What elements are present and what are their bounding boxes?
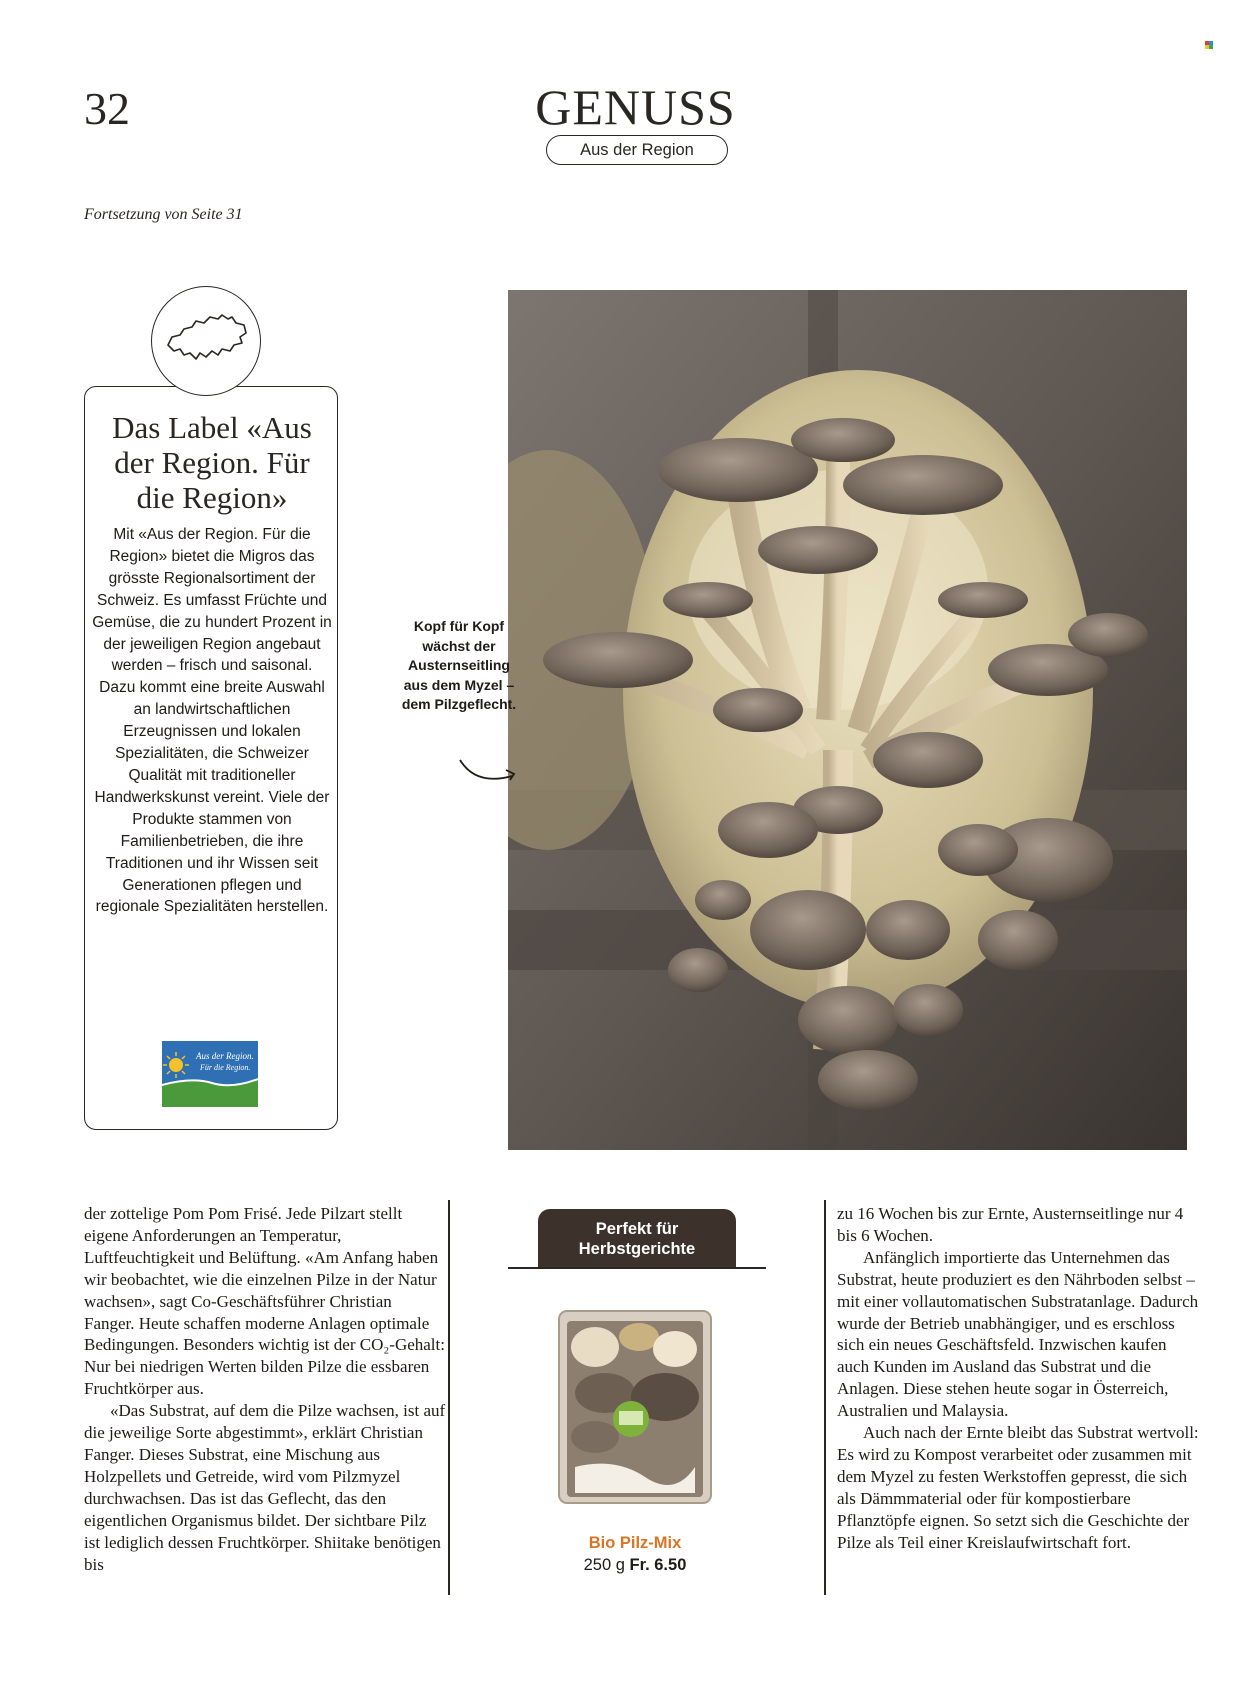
article-paragraph: «Das Substrat, auf dem die Pilze wachsen, ist auf die jeweilige Sorte abgestimmt», erklärt Christian Fanger. Dieses Substrat, eine Mischung aus Holzpellets und Getreide, wird vom Pilzmyzel durchwachsen. Das ist das Geflecht, das den eigentlichen Organismus bildet. Der sichtbare Pilz ist lediglich dessen Fruchtkörper. Shiitake benötigen bis bbox=[84, 1401, 446, 1574]
color-dots-icon bbox=[1205, 34, 1213, 42]
curved-arrow-icon bbox=[456, 756, 526, 796]
promo-tab bbox=[538, 1209, 736, 1267]
article-paragraph: der zottelige Pom Pom Frisé. Jede Pilzart stellt eigene Anforderungen an Temperatur, Luftfeuchtigkeit und Belüftung. «Am Anfang haben wir beobachtet, wie die einzelnen Pilze in der Natur wachsen», sagt Co-Geschäftsführer Christian Fanger. Heute schaffen moderne Anlagen optimale Bedingungen. Besonders wichtig ist der CO₂-Gehalt: Nur bei niedrigen Werten bilden Pilze die essbaren Fruchtkörper aus. bbox=[84, 1204, 445, 1399]
product-name: Bio Pilz-Mix bbox=[588, 1534, 682, 1552]
promo-tab-line2: Herbstgerichte bbox=[578, 1240, 696, 1258]
photo-caption: Kopf für Kopf wächst der Austernseitling aus dem Myzel – dem Pilzgeflecht. bbox=[401, 618, 517, 712]
aus-der-region-logo bbox=[162, 1041, 258, 1107]
section-title: GENUSS bbox=[535, 79, 736, 135]
svg-text:Aus der Region.: Aus der Region. bbox=[196, 1051, 254, 1061]
product-price bbox=[520, 1556, 750, 1575]
oyster-mushroom-photo bbox=[508, 290, 1187, 1150]
product-package-image[interactable] bbox=[555, 1307, 715, 1507]
promo-tab-line1: Perfekt für bbox=[595, 1220, 679, 1238]
product-weight: 250 g bbox=[583, 1556, 625, 1574]
article-paragraph: Anfänglich importierte das Unternehmen das Substrat, heute produziert es den Nährboden selbst – mit einer vollautomatischen Substratanlage. Dadurch wurde der Betrieb unabhängiger, und es erschloss sich ein neues Geschäftsfeld. Inzwischen kaufen auch Kunden im Ausland das Substrat und die Anlagen. Diese stehen heute sogar in Österreich, Australien und Malaysia. bbox=[837, 1247, 1199, 1421]
switzerland-map-icon bbox=[151, 286, 261, 396]
article-column-left bbox=[84, 1203, 446, 1575]
info-box-body: Mit «Aus der Region. Für die Region» bietet die Migros das grösste Regionalsortiment der Schweiz. Es umfasst Früchte und Gemüse, die zu hundert Prozent in der jeweiligen Region angebaut werden – frisch und saisonal. Dazu kommt eine breite Auswahl an landwirtschaftlichen Erzeugnissen und lokalen Spezialitäten, die Schweizer Qualität mit traditioneller Handwerkskunst vereint. Viele der Produkte stammen von Familienbetrieben, die ihre Traditionen und ihr Wissen seit Generationen pflegen und regionale Spezialitäten herstellen. bbox=[92, 526, 332, 916]
column-divider bbox=[448, 1200, 450, 1595]
article-column-right bbox=[837, 1203, 1199, 1554]
article-paragraph: zu 16 Wochen bis zur Ernte, Austernseitlinge nur 4 bis 6 Wochen. bbox=[837, 1204, 1184, 1245]
continuation-note: Fortsetzung von Seite 31 bbox=[84, 206, 243, 223]
column-divider bbox=[824, 1200, 826, 1595]
article-paragraph: Auch nach der Ernte bleibt das Substrat wertvoll: Es wird zu Kompost verarbeitet oder zusammen mit dem Myzel zu festen Werkstoffen gepresst, die sich als Dämmmaterial oder für kompostierbare Pflanztöpfe eignen. So setzt sich die Geschichte der Pilze als Teil einer Kreislaufwirtschaft fort. bbox=[837, 1423, 1199, 1552]
product-price-value: Fr. 6.50 bbox=[629, 1556, 687, 1574]
page-number: 32 bbox=[84, 83, 130, 134]
promo-divider bbox=[508, 1267, 766, 1269]
section-tag: Aus der Region bbox=[546, 135, 728, 165]
svg-text:Für die Region.: Für die Region. bbox=[200, 1063, 251, 1072]
info-box-title: Das Label «Aus der Region. Für die Region» bbox=[112, 410, 312, 515]
